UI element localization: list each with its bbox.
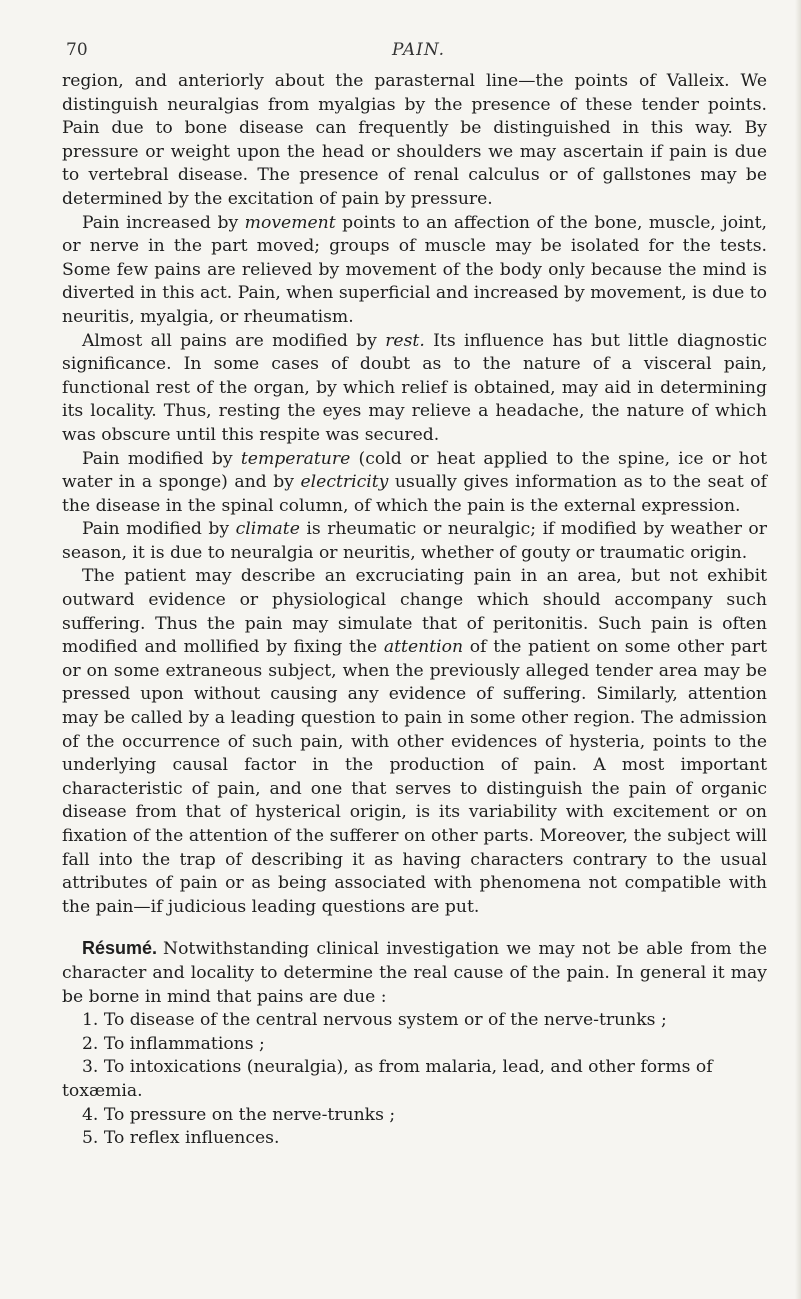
resume-heading: Résumé. xyxy=(82,938,158,959)
text-run: usually gives information as to the seat of the disease in the spinal column, of which the pain is the external expression. xyxy=(62,472,767,516)
emphasis: movement xyxy=(244,212,336,233)
page-edge-shadow xyxy=(795,0,801,1299)
body-text xyxy=(62,70,767,1151)
text-run: Pain modified by xyxy=(82,448,241,469)
text-run: Notwithstanding clinical investigation we may not be able from the character and locality to determine the real cause of the pain. In general it may be borne in mind that pains are due : xyxy=(62,939,767,1007)
text-run: is rheumatic or neuralgic; if modified by weather or season, it is due to neuralgia or neuritis, whether of gouty or traumatic origin. xyxy=(62,519,767,563)
emphasis: attention xyxy=(383,637,464,658)
paragraph-resume xyxy=(62,937,767,1009)
paragraph-rest xyxy=(62,330,767,448)
paragraph-temperature xyxy=(62,448,767,519)
list-item: 4. To pressure on the nerve-trunks ; xyxy=(82,1104,396,1125)
text-run: Its influence has but little diagnostic significance. In some cases of doubt as to the nature of a visceral pain, functional rest of the organ, by which relief is obtained, may aid in determining its locality. Thus, resting the eyes may relieve a headache, the nature of which was obscure until this respite was secured. xyxy=(62,330,767,445)
emphasis: rest. xyxy=(385,330,425,351)
page-number: 70 xyxy=(66,40,88,60)
paragraph-1: region, and anteriorly about the parasternal line—the points of Valleix. We distinguish neuralgias from myalgias by the presence of these tender points. Pain due to bone disease can frequently be distinguished in this way. By pressure or weight upon the head or shoulders we may ascertain if pain is due to vertebral disease. The presence of renal calculus or of gallstones may be determined by the excitation of pain by pressure. xyxy=(62,71,767,209)
text-run: of the patient on some other part or on some extraneous subject, when the previously alleged tender area may be pressed upon without causing any evidence of suffering. Similarly, attention may be called by a leading question to pain in some other region. The admission of the occurrence of such pain, with other evidences of hysteria, points to the underlying causal factor in the production of pain. A most important characteristic of pain, and one that serves to distinguish the pain of organic disease from that of hysterical origin, is its variability with excitement or on fixation of the attention of the sufferer on other parts. Moreover, the subject will fall into the trap of describing it as having characters contrary to the usual attributes of pain or as being associated with phenomena not compatible with the pain—if judicious leading questions are put. xyxy=(62,637,767,917)
text-run: points to an affection of the bone, muscle, joint, or nerve in the part moved; groups of muscle may be isolated for the tests. Some few pains are relieved by movement of the body only because the mind is diverted in this act. Pain, when superficial and increased by movement, is due to neuritis, myalgia, or rheumatism. xyxy=(62,212,767,327)
text-run: Pain increased by xyxy=(82,212,245,233)
causes-list xyxy=(62,1009,767,1151)
text-run: The patient may describe an excruciating pain in an area, but not exhibit outward evidence or physiological change which should accompany such suffering. Thus the pain may simulate that of peritonitis. Such pain is often modified and mollified by fixing the xyxy=(62,566,767,658)
paragraph-movement xyxy=(62,212,767,330)
list-item: 5. To reflex influences. xyxy=(82,1128,280,1149)
emphasis: electricity xyxy=(300,472,389,493)
emphasis: climate xyxy=(235,519,300,540)
text-run: Pain modified by xyxy=(82,519,236,540)
list-item: 2. To inflammations ; xyxy=(82,1033,265,1054)
text-run: (cold or heat applied to the spine, ice or hot water in a sponge) and by xyxy=(62,448,767,493)
running-title: PAIN. xyxy=(392,40,446,60)
list-item: 3. To intoxications (neuralgia), as from malaria, lead, and other forms of toxæmia. xyxy=(62,1057,713,1101)
paragraph-attention xyxy=(62,565,767,919)
paragraph-climate xyxy=(62,518,767,565)
list-item: 1. To disease of the central nervous system or of the nerve-trunks ; xyxy=(82,1010,667,1031)
running-head xyxy=(62,40,767,70)
text-run: Almost all pains are modified by xyxy=(82,330,386,351)
emphasis: temperature xyxy=(240,448,351,469)
